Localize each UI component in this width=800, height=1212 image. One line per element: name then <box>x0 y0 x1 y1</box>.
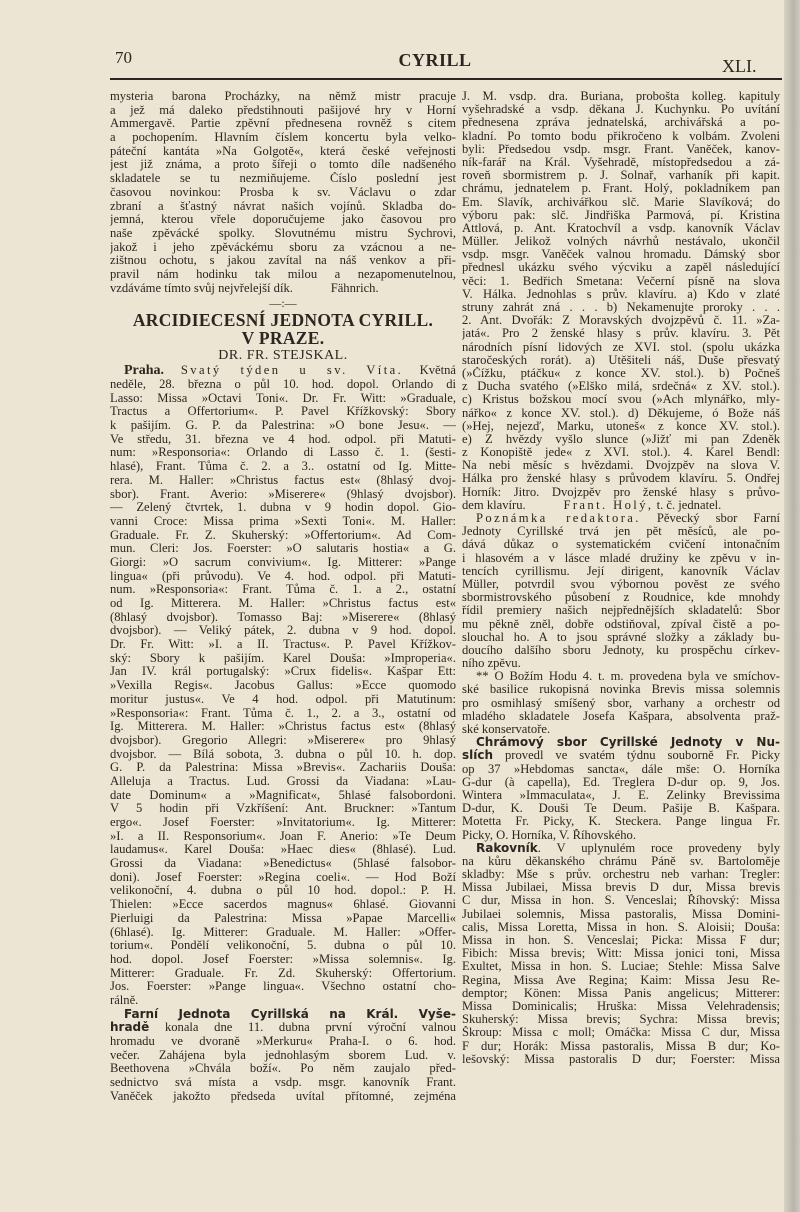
text-segment: dem klavíru. <box>462 498 564 512</box>
section-heading: ARCIDIECESNÍ JEDNOTA CYRILL. <box>132 310 434 331</box>
text-line: G. P. da Palestrina: Missa »Brevis«. Zachariis Douša: <box>110 761 456 775</box>
text-line: nářko« z konce XV. stol.). d) Děkujeme, ó Bože náš <box>462 406 780 420</box>
text-line: sbor). Frant. Averio: »Miserere« (9hlasý dvojsbor). <box>110 487 456 501</box>
page-number: 70 <box>115 48 132 67</box>
text-line: věci: 1. Bedřich Smetana: Večerní písně na slova <box>462 274 780 288</box>
text-line: Grossi da Viadana: »Benedictus« (5hlasé falsobor- <box>110 857 456 871</box>
text-line: calis, Missa Loretta, Missa in hon. S. Aloisii; Douša: <box>462 920 780 934</box>
section-heading-location: V PRAZE. <box>241 328 325 349</box>
text-line: i hlasovém a v lásce mladé družiny ke zpěvu v in- <box>462 551 780 565</box>
emphasized-text: Rakovník <box>476 841 538 855</box>
text-line: Missa in hon. S. Venceslai; Picka: Missa F dur; <box>462 934 780 947</box>
text-line: »Responsoria«: Frant. Tůma č. 1., 2. a 3., ostatní od <box>110 706 456 720</box>
text-line <box>110 282 456 296</box>
text-line: Thielen: »Ecce sacerdos magnus« 6hlasé. Giovanni <box>110 898 456 912</box>
text-line: Fibich: Missa brevis; Witt: Missa jonici toni, Missa <box>462 947 780 961</box>
text-line: z Konopiště jede« z XVI. stol.). 4. Karel Bendl: <box>462 446 780 460</box>
text-line: a jež má daleko předstihnouti pašijové hry v Horní <box>110 103 456 117</box>
text-line: neděle, 28. března o půl 10. hod. dopol. Orlando di <box>110 378 456 391</box>
text-line: staročeských rorát). a) Utěšiteli náš, Duše přesvatý <box>462 353 780 367</box>
text-line: laudamus«. Karel Douša: »Haec dies« (8hlasé). Lud. <box>110 843 456 857</box>
text-line: Attlová, p. Ant. Kratochvíl a vsdp. kanovník Václav <box>462 221 780 235</box>
text-line: časovou novinkou: Prosba k sv. Václavu o zdar <box>110 185 456 199</box>
text-line: výboru pak: slč. Jindřiška Parmová, pí. Kristina <box>462 208 780 222</box>
text-segment: Pěvecký sbor Farní <box>640 512 780 525</box>
section-byline: DR. FR. STEJSKAL. <box>218 348 348 364</box>
text-line: Pierluigi da Palestrina: Missa »Papae Marcelli« <box>110 911 456 925</box>
text-line: dvojsbor). Gregorio Allegri: »Miserere« pro 9hlasý <box>110 733 456 747</box>
text-line: Jos. Foerster: »Pange lingua«. Všechno ostatní cho- <box>110 980 456 994</box>
text-segment: vzdáváme tímto svůj nejvřelejší dík. <box>110 281 293 295</box>
text-line: Wintera »Immaculata«, J. E. Zelinky Brevissima <box>462 788 780 802</box>
header-rule <box>110 78 782 80</box>
text-line: skladatele se tu nezmiňujeme. Číslo poslední jest <box>110 172 456 186</box>
text-line: G-dur (à capella), Ed. Treglera D-dur op. 9, Jos. <box>462 775 780 789</box>
text-line: e) Z hvězdy vyšlo slunce (»Jižť mi pan Zdeněk <box>462 432 780 446</box>
text-line <box>462 842 780 855</box>
text-line: doni). Josef Foerster: »Regina coeli«. — Hod Boží <box>110 870 456 884</box>
text-line: (»Čížku, ptáčku« z konce XV. stol.). b) Počneš <box>462 366 780 380</box>
text-line: naše zpěvácké spolky. Slovutnému mistru Sychrovi, <box>110 226 456 240</box>
text-line: num: »Responsoria«: Orlando di Lasso č. 1. (šesti- <box>110 446 456 460</box>
text-line: k pašijím. G. P. da Palestrina: »O bone Jesu«. — <box>110 419 456 433</box>
text-line: Alleluja a Tractus. Lud. Grossi da Viadana: »Lau- <box>110 774 456 788</box>
volume-number: XLI. <box>722 56 757 76</box>
text-line: ního zpěvu. <box>462 657 521 671</box>
text-line: kladní. Po tomto bodu přikročeno k volbám. Zvoleni <box>462 129 780 143</box>
text-line: Regina, Missa Ave Regina; Kaim: Missa Jesu Re- <box>462 973 780 987</box>
text-line: dvojsbor. — Bílá sobota, 3. dubna o půl 10. h. dop. <box>110 747 456 761</box>
paragraph-valna-hromada <box>462 90 780 512</box>
text-line: num. »Responsoria«: Frant. Tůma č. 1. a 2., ostatní <box>110 583 456 597</box>
emphasized-text: Poznámka redaktora. <box>476 512 641 525</box>
text-line: páteční kantáta »Na Golgotě«, která české veřejnosti <box>110 144 456 158</box>
text-line: roveň sbormistrem p. J. Solnař, varhaník při kapit. <box>462 169 780 183</box>
emphasized-text: Svatý týden u sv. Víta. <box>180 364 404 378</box>
text-line: mysteria barona Procházky, na němž mistr pracuje <box>110 90 456 103</box>
text-line: na kůru děkanského chrámu Páně sv. Bartoloměje <box>462 854 780 868</box>
text-line: pravil nám hodinku tak milou a nezapomenutelnou, <box>110 267 456 281</box>
text-line: Horník: Jitro. Dvojzpěv pro ženské hlasy s průvo- <box>462 485 780 499</box>
text-segment: t. č. jednatel. <box>653 498 722 512</box>
text-line: jakož i jeho zpěváckému sboru za vzácnou a ne- <box>110 240 456 254</box>
text-line: Na nebi měsíc s hvězdami. Dvojzpěv na slova V. <box>462 459 780 473</box>
left-column <box>110 90 456 1103</box>
text-line: V 5 hodin při Vzkříšení: Ant. Bruckner: »Tantum <box>110 802 456 816</box>
text-line: dvojsbor). — Veliký pátek, 2. dubna v 9 hod. dopol. <box>110 624 456 638</box>
text-line: ské basilice rukopisná novinka Brevis missa solemnis <box>462 683 780 697</box>
text-line <box>110 1008 456 1022</box>
text-line: jest již známa, a proto šířeji o tomto díle nadšeného <box>110 158 456 172</box>
text-line: národních písní lidových ze XVI. stol. (spolu ukázka <box>462 340 780 354</box>
text-line: pro osmihlasý smíšený sbor, varhany a orchestr od <box>462 696 780 710</box>
page-edge-shadow <box>784 0 800 1212</box>
paragraph-editor-note <box>462 512 780 670</box>
text-line: Vaněček jakožto předseda uvítal přítomné, zejména <box>110 1089 456 1103</box>
emphasized-text: Frant. Holý, <box>563 498 654 512</box>
text-line: c) Kristus božskou mocí svou (»Ach mlynářko, mly- <box>462 393 780 407</box>
text-line: mun. Cleri: Jos. Foerster: »O salutaris hostia« a G. <box>110 542 456 556</box>
text-line: sednictvo svá místa a vsdp. msgr. kanovník Frant. <box>110 1076 456 1090</box>
text-line: Motetta Fr. Picky, K. Steckera. Pange lingua Fr. <box>462 815 780 829</box>
text-line: Missa Dominicalis; Hruška: Missa Velehradensis; <box>462 999 780 1013</box>
paragraph-praha <box>110 364 456 1007</box>
text-line: byli: Předsedou vsdp. msgr. Frant. Vaněček, kanov- <box>462 142 780 156</box>
emphasized-text: slích <box>462 749 494 763</box>
text-line: V. Hálka. Jednohlas s prův. klavíru. a) Kdo v zlaté <box>462 287 780 301</box>
text-line: Müller. Jelikož volných návrhů nestávalo, ukončil <box>462 235 780 249</box>
journal-title: CYRILL <box>398 50 472 70</box>
text-line: lingua« (při průvodu). Ve 4. hod. odpol. při Matuti- <box>110 569 456 583</box>
text-line: vyšehradské a vsdp. děkana J. Kuchynku. Po uvítání <box>462 103 780 117</box>
text-line: dává důkaz o systematickém cvičení intonačním <box>462 538 780 552</box>
text-line: Ammergavě. Partie zpěvní přednesena rovněž s citem <box>110 117 456 131</box>
text-line: ník-farář na Král. Vyšehradě, místopředsedou a zá- <box>462 155 780 169</box>
text-line <box>462 749 780 762</box>
text-line: Ig. Mitterera. M. Haller: »Christus factus est« (8hlasý <box>110 720 456 734</box>
text-line: Lasso: Missa »Octavi Toni«. Dr. Fr. Witt: »Graduale, <box>110 391 456 405</box>
text-line: ** O Božím Hodu 4. t. m. provedena byla ve smíchov- <box>476 670 780 684</box>
text-line: hlasé), Frant. Tůma č. 2. a 3.. ostatní od Ig. Mitte- <box>110 460 456 474</box>
text-line: hod. dopol. Josef Foerster: »Missa solemnis«. Ig. <box>110 952 456 966</box>
text-line: ergo«. Josef Foerster: »Invitatorium«. Ig. Mitterer: <box>110 816 456 829</box>
text-line: slouchal ho. A to jsou správné složky a základy bu- <box>462 630 780 644</box>
text-line: Jubilaei solemnis, Missa pastoralis, Missa Domini- <box>462 907 780 921</box>
text-line: tencích cyrillismu. Její dirigent, kanovník Václav <box>462 564 780 578</box>
text-line <box>462 499 780 512</box>
text-line: (6hlasé). Ig. Mitterer: Graduale. M. Haller: »Offer- <box>110 925 456 939</box>
paragraph-rakovnik <box>462 842 780 1066</box>
text-line: lešovský: Missa pastoralis D dur; Foerster: Missa <box>462 1052 780 1066</box>
text-line: torium«. Pondělí velikonoční, 5. dubna o půl 10. <box>110 939 456 953</box>
text-line: večer. Zahájena byla jednohlasým sborem Lud. v. <box>110 1048 456 1062</box>
text-line: Jednoty Cyrillské trvá jen pět měsíců, ale po- <box>462 525 780 539</box>
text-line: »Vexilla Regis«. Jacobus Gallus: »Ecce quomodo <box>110 679 456 693</box>
text-line: sbormistrovského působení z Roudnice, kde mnohdy <box>462 591 780 605</box>
paragraph-farni-jednota <box>110 1008 456 1104</box>
text-line: přednesl ukázku svého výcviku a zapěl následující <box>462 261 780 275</box>
text-line: zbraní a šťastný návrat našich vojínů. Skladba do- <box>110 199 456 213</box>
emphasized-text: Praha. <box>124 364 181 378</box>
paragraph-nusle <box>462 736 780 842</box>
right-column <box>462 90 780 1066</box>
text-line: »I. a II. Responsorium«. Joan F. Anerio: »Te Deum <box>110 829 456 843</box>
paragraph-concert-report <box>110 90 456 295</box>
text-line: struny zahrát zná . . . b) Nekamenujte proroky . . . <box>462 301 780 314</box>
text-line: doucího dalšího sboru Jednoty, ku prospěchu církev- <box>462 643 780 657</box>
text-line: jatá«. Pro 2 ženské hlasy s prův. klavíru. 3. Pět <box>462 327 780 341</box>
emphasized-text: hradě <box>110 1021 150 1035</box>
text-line: mladého skladatele Josefa Kašpara, absolventa praž- <box>462 709 780 723</box>
text-line: Mitterer: Graduale. Fr. Zd. Skuherský: Offertorium. <box>110 966 456 980</box>
text-line: mu pěkně zněl, dobře odstiňoval, zpíval čistě a po- <box>462 617 780 631</box>
text-line <box>110 364 456 378</box>
text-line: rera. M. Haller: »Christus factus est« (8hlasý dvoj- <box>110 473 456 487</box>
section-separator: —:— <box>269 296 297 311</box>
text-line: D-dur, K. Douši Te Deum. Pašije B. Kašpara. <box>462 802 780 816</box>
text-line: přednesena zpráva jednatelská, archivářská a po- <box>462 116 780 130</box>
text-line: chrámu, jednatelem p. Frant. Holý, pokladníkem pan <box>462 182 780 196</box>
text-line: ské konservatoře. <box>462 723 551 736</box>
paragraph-bozi-hod <box>462 670 780 736</box>
text-line: Giorgi: »O sacrum convivium«. Ig. Mitterer: »Pange <box>110 555 456 569</box>
text-line: ský: Sbory k pašijím. Karel Douša: »Improperia«. <box>110 651 456 665</box>
text-line: skladby: Mše s prův. orchestru neb varhan: Tregler: <box>462 868 780 882</box>
text-line <box>462 736 780 749</box>
text-line: Škroup: Missa c moll; Omáčka: Missa C dur, Missa <box>462 1026 780 1040</box>
text-line: Picky, O. Horníka, V. Říhovského. <box>462 828 636 842</box>
text-line: hromadu ve dvoraně »Merkuru« Praha-I. o 6. hod. <box>110 1035 456 1048</box>
text-line: J. M. vsdp. dra. Buriana, probošta kolleg. kapituly <box>462 90 780 103</box>
text-line: Exultet, Missa in hon. S. Luciae; Stehle: Missa Salve <box>462 960 780 974</box>
text-line: Ve středu, 31. března ve 4 hod. odpol. při Matuti- <box>110 432 456 446</box>
text-line: zištnou ochotu, s jakou zavítal na náš venkov a při- <box>110 254 456 268</box>
text-line: od Ig. Mitterera. M. Haller: »Christus factus est« <box>110 597 456 610</box>
text-line: a pochopením. Hlavním číslem koncertu byla velko- <box>110 131 456 145</box>
text-line: 2. Ant. Dvořák: Z Moravských dvojzpěvů č. 11. »Za- <box>462 314 780 328</box>
text-line: — Zelený čtvrtek, 1. dubna v 9 hodin dopol. Gio- <box>110 501 456 515</box>
text-line: moritur justus«. Ve 4 hod. odpol. při Matutinum: <box>110 692 456 706</box>
text-line: demptor; Könen: Missa Panis angelicus; Mitterer: <box>462 986 780 1000</box>
text-segment: konala dne 11. dubna první výroční valnou <box>149 1021 456 1035</box>
text-line: Tractus a Offertorium«. P. Pavel Křížkovský: Sbory <box>110 405 456 419</box>
text-segment: Květná <box>403 364 456 378</box>
text-line: Em. Slavík, archivářkou slč. Marie Slavíková; do <box>462 195 780 209</box>
text-segment: Fähnrich. <box>292 281 379 295</box>
text-line: rálně. <box>110 993 139 1007</box>
text-line: z Ducha svatého (»Elško milá, srdečná« z XV. stol.). <box>462 380 780 394</box>
text-line <box>110 1021 456 1035</box>
text-segment: provedl ve svatém týdnu souborně Fr. Picky <box>493 749 780 763</box>
text-line: (»Hej, nejezď, Marku, utoneš« z konce XV. stol.). <box>462 419 780 433</box>
text-line: Beethovena »Chvála boží«. Po něm zaujalo před- <box>110 1062 456 1076</box>
text-line: F dur; Horák: Missa pastoralis, Missa B dur; Ko- <box>462 1039 780 1053</box>
text-line: Dr. Fr. Witt: »I. a II. Tractus«. P. Pavel Křížkov- <box>110 638 456 652</box>
text-line: Skuherský: Missa brevis; Sychra: Missa brevis; <box>462 1013 780 1027</box>
text-line: (8hlasý dvojsbor). Tomasso Baj: »Miserere« (8hlasý <box>110 610 456 624</box>
text-line: Müller, potvrdil svou výbornou pověst ze svého <box>462 577 780 591</box>
emphasized-text: Farní Jednota Cyrillská na Král. Vyše- <box>124 1007 456 1021</box>
text-line: op 37 »Hebdomas sancta«, dále mše: O. Horníka <box>462 762 780 776</box>
text-line <box>462 512 780 525</box>
text-line: jemná, kterou vřele doporučujeme jako časovou pro <box>110 213 456 227</box>
text-line: vanni Croce: Missa prima »Sexti Toni«. M. Haller: <box>110 514 456 528</box>
text-line: velikonoční, 4. dubna o půl 10 hod. dopol.: P. H. <box>110 884 456 898</box>
text-segment: . V uplynulém roce provedeny byly <box>537 841 780 855</box>
text-line: Graduale. Fr. Z. Skuherský: »Offertorium«. Ad Com- <box>110 528 456 542</box>
text-line: vsdp. msgr. Vaněček valnou hromadu. Dámský sbor <box>462 248 780 262</box>
text-line: Missa Jubilaei, Missa brevis D dur, Missa brevis <box>462 881 780 895</box>
text-line: řídil premiery našich nejpřednějších skladatelů: Sbor <box>462 604 780 618</box>
text-line: date Dominum« a »Magnificat«, 5hlasé falsobordoni. <box>110 788 456 802</box>
text-line: Hálka pro ženské hlasy s průvodem klavíru. 5. Ondřej <box>462 472 780 486</box>
text-line: Jan IV. král portugalský: »Crux fidelis«. Kašpar Ett: <box>110 665 456 679</box>
emphasized-text: Chrámový sbor Cyrillské Jednoty v Nu- <box>476 736 780 750</box>
text-line: C dur, Missa in hon. S. Venceslai; Říhovský: Missa <box>462 894 780 908</box>
